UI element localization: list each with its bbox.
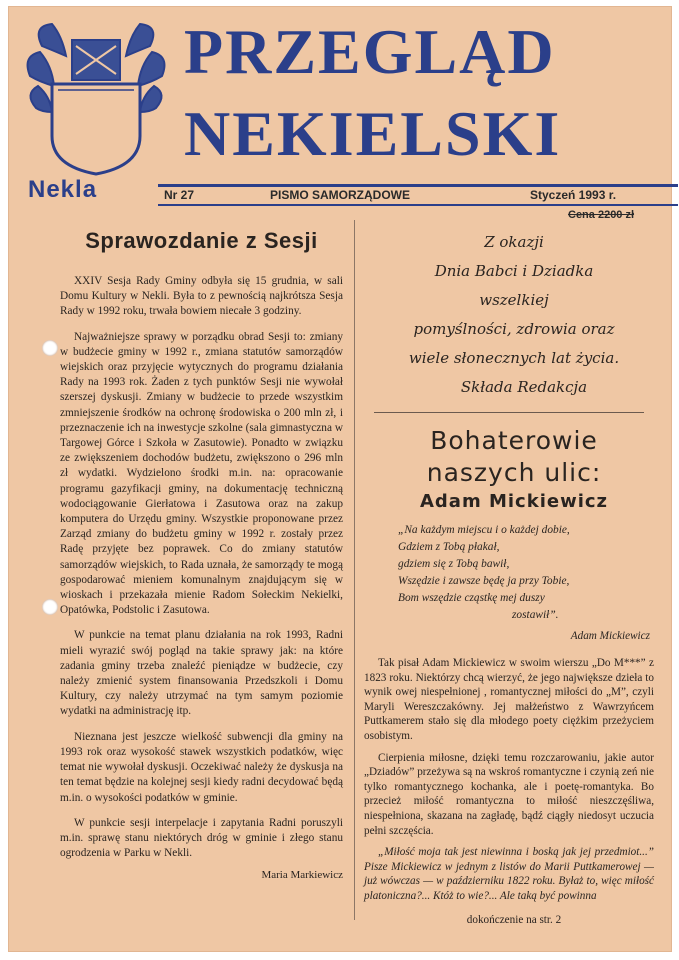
- masthead-rule-bottom: [158, 204, 678, 206]
- article-subtitle: Adam Mickiewicz: [419, 491, 609, 512]
- coat-of-arms-logo: [22, 16, 170, 178]
- poem-line: Wszędzie i zawsze będę ja przy Tobie,: [398, 575, 570, 587]
- continuation-note: dokończenie na str. 2: [466, 913, 562, 926]
- poem-line: „Na każdym miejscu i o każdej dobie,: [398, 524, 570, 536]
- article-title-line2: naszych ulic:: [426, 458, 602, 487]
- poem-line: gdziem się z Tobą bawił,: [398, 558, 510, 570]
- issue-info-bar: [164, 187, 674, 204]
- town-name: Nekla: [28, 176, 98, 203]
- issue-price: Cena 2200 zł: [568, 209, 635, 221]
- poem-quote: [398, 522, 664, 624]
- masthead-title-line1: PRZEGLĄD: [184, 16, 556, 87]
- session-report-article: [60, 220, 343, 881]
- greeting-box: [364, 228, 664, 402]
- article-paragraph: „Miłość moja tak jest niewinna i boską jak jej przedmiot...” Pisze Mickiewicz w jednym z listów do Marii Puttkamerowej — już wówczas — w październiku 1822 roku. Byłaż to, więc miłość platoniczna?... Któż to wie?... Ale taką być powinna: [364, 846, 654, 902]
- punch-hole: [42, 340, 58, 356]
- poem-author: Adam Mickiewicz: [570, 630, 650, 642]
- right-column: [364, 220, 664, 926]
- poem-line: zostawił”.: [512, 609, 559, 621]
- poem-line: Gdziem z Tobą płakał,: [398, 541, 500, 553]
- article-title: Sprawozdanie z Sesji: [85, 228, 318, 253]
- greeting-line: Z okazji: [484, 233, 544, 251]
- article-author: Maria Markiewicz: [261, 869, 343, 882]
- article-paragraph: Cierpienia miłosne, dzięki temu rozczarowaniu, jakie autor „Dziadów” przeżywa są na wskroś romantyczne i czynią zeń nie tylko romantycznego kochanka, ale i poetę-romantyka. Bo przecież miłość romantyczna to miłość nieszczęśliwa, niespełniona, skazana na zagładę, bądź ciągły niedosyt uczucia pełni szczęścia.: [364, 751, 654, 837]
- masthead-title-line2: NEKIELSKI: [184, 98, 562, 169]
- article-paragraph: W punkcie sesji interpelacje i zapytania Radni poruszyli m.in. sprawę stanu niektórych dróg w gminie i złego stanu ogrodzenia w Parku w Nekli.: [60, 816, 343, 860]
- section-divider: [374, 412, 644, 413]
- article-paragraph: XXIV Sesja Rady Gminy odbyła się 15 grudnia, w sali Domu Kultury w Nekli. Była to z pewnością najkrótsza Sesja Rady w 1992 roku, trwała bowiem niecałe 3 godziny.: [60, 275, 343, 318]
- issue-date: Styczeń 1993 r.: [530, 188, 617, 202]
- punch-hole: [42, 599, 58, 615]
- publication-subtitle: PISMO SAMORZĄDOWE: [270, 188, 410, 202]
- article-paragraph: Tak pisał Adam Mickiewicz w swoim wierszu „Do M***” z 1823 roku. Niektórzy chcą wierzyć, że jego największe dzieła to wynik owej niespełnionej , romantycznej miłości do „M”, czyli Maryli Wereszczakówny. Jej małżeństwo z Wawrzyńcem Puttkamerem stało się dla młodego poety ciężkim przeżyciem osobistym.: [364, 657, 654, 742]
- newspaper-page: [8, 6, 672, 952]
- greeting-line: wiele słonecznych lat życia.: [408, 349, 620, 367]
- issue-number: Nr 27: [164, 188, 195, 202]
- article-paragraph: Najważniejsze sprawy w porządku obrad Sesji to: zmiany w budżecie gminy w 1992 r., zmiana statutów samorządów wiejskich oraz przyjęcie wytycznych do programu działania Rady na 1993 rok. Żaden z tych punktów Sesji nie wywołał szerszej dyskusji. Zmiany w budżecie to przede wszystkim zmniejszenie środków na ochronę środowiska o 200 mln zł, i przeznaczenie ich na inwestycje szkolne (sala gimnastyczna w Targowej Górce i Szkoła w Zasutowie). Ponadto w związku ze zwiększeniem dochodów budżetu, zwiększono o 296 mln zł wydatki. Wydzielono środki m.in. na: opracowanie programu gazyfikacji gminy, na dokumentację techniczną wodociągowanie Gierłatowa i Zasutowa oraz na zakup komputera do Urzędu gminy. Wszystkie proponowane przez Zarząd zmiany do budżetu gminy w 1992 r. zostały przez Radę przyjęte bez poprawek. Co do zmiany statutów samorządów wiejskich, to Rada uznała, że samorządy te mogą gospodarować mieniem komunalnym znajdującym się w wioskach i przekazała mienie Radom Sołeckim Nekielki, Opatówka, Podstolic i Zasutowa.: [60, 330, 343, 617]
- article-paragraph: Nieznana jest jeszcze wielkość subwencji dla gminy na 1993 rok oraz wysokość stawek wszystkich podatków, więc temat nie wywołał dyskusji. Oczekiwać należy że dyskusja na ten temat będzie na kolejnej sesji kiedy radni decydować będą m.in. o wysokości podatków w gminie.: [60, 730, 343, 804]
- column-divider: [354, 220, 355, 920]
- greeting-line: pomyślności, zdrowia oraz: [413, 320, 615, 338]
- poem-line: Bom wszędzie cząstkę mej duszy: [398, 592, 545, 604]
- greeting-line: Dnia Babci i Dziadka: [434, 262, 594, 280]
- greeting-signature: Składa Redakcja: [460, 378, 588, 396]
- greeting-line: wszelkiej: [479, 291, 549, 309]
- article-title-line1: Bohaterowie: [430, 426, 598, 455]
- article-paragraph: W punkcie na temat planu działania na rok 1993, Radni mieli wyrazić swój pogląd na takie sprawy jak: na które zadania gminy trzeba znaleźć pieniądze w budżecie, czy należy zmienić system finansowania Przedszkoli i Domu Kultury, czy należy utrzymać na tym samym poziomie wydatki na administrację itp.: [60, 629, 343, 718]
